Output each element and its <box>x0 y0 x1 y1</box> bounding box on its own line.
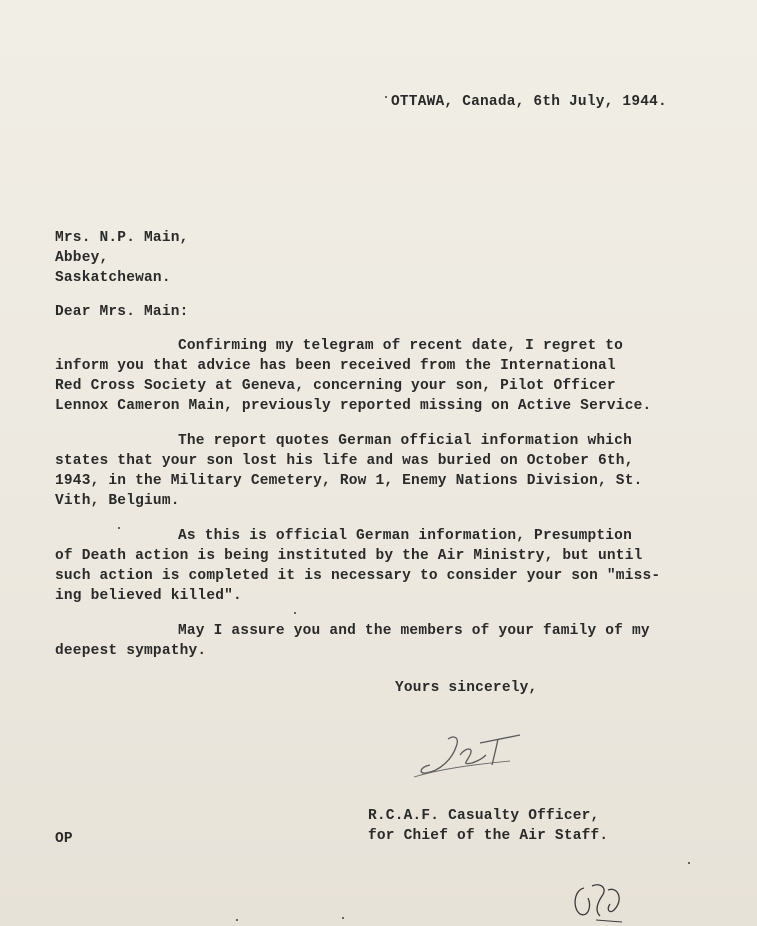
signature-for-line: for Chief of the Air Staff. <box>368 828 609 844</box>
paper-speck <box>118 527 120 529</box>
paragraph-3-line-1: As this is official German information, Presumption <box>178 528 632 544</box>
paragraph-1-line-4: Lennox Cameron Main, previously reported missing on Active Service. <box>55 398 652 414</box>
paper-speck <box>342 917 344 919</box>
signature-title: R.C.A.F. Casualty Officer, <box>368 808 600 824</box>
closing: Yours sincerely, <box>395 680 538 696</box>
recipient-name: Mrs. N.P. Main, <box>55 230 189 246</box>
paragraph-4-line-2: deepest sympathy. <box>55 643 207 659</box>
paper-speck <box>385 96 387 98</box>
paper-speck <box>294 612 296 614</box>
handwritten-mark <box>566 880 636 926</box>
date-line: OTTAWA, Canada, 6th July, 1944. <box>391 94 667 110</box>
typist-initials: OP <box>55 831 73 847</box>
paragraph-2-line-2: states that your son lost his life and was buried on October 6th, <box>55 453 634 469</box>
paragraph-2-line-3: 1943, in the Military Cemetery, Row 1, Enemy Nations Division, St. <box>55 473 643 489</box>
paragraph-3-line-4: ing believed killed". <box>55 588 242 604</box>
recipient-town: Abbey, <box>55 250 109 266</box>
paragraph-3-line-3: such action is completed it is necessary to consider your son "miss- <box>55 568 661 584</box>
paragraph-1-line-1: Confirming my telegram of recent date, I regret to <box>178 338 624 354</box>
paragraph-2-line-4: Vith, Belgium. <box>55 493 180 509</box>
paragraph-1-line-2: inform you that advice has been received from the International <box>55 358 616 374</box>
paragraph-3-line-2: of Death action is being instituted by the Air Ministry, but until <box>55 548 643 564</box>
recipient-province: Saskatchewan. <box>55 270 171 286</box>
paragraph-1-line-3: Red Cross Society at Geneva, concerning your son, Pilot Officer <box>55 378 616 394</box>
paper-speck <box>236 919 238 921</box>
handwritten-signature <box>410 725 530 785</box>
paragraph-4-line-1: May I assure you and the members of your family of my <box>178 623 650 639</box>
paper-speck <box>688 862 690 864</box>
salutation: Dear Mrs. Main: <box>55 304 189 320</box>
paragraph-2-line-1: The report quotes German official information which <box>178 433 632 449</box>
